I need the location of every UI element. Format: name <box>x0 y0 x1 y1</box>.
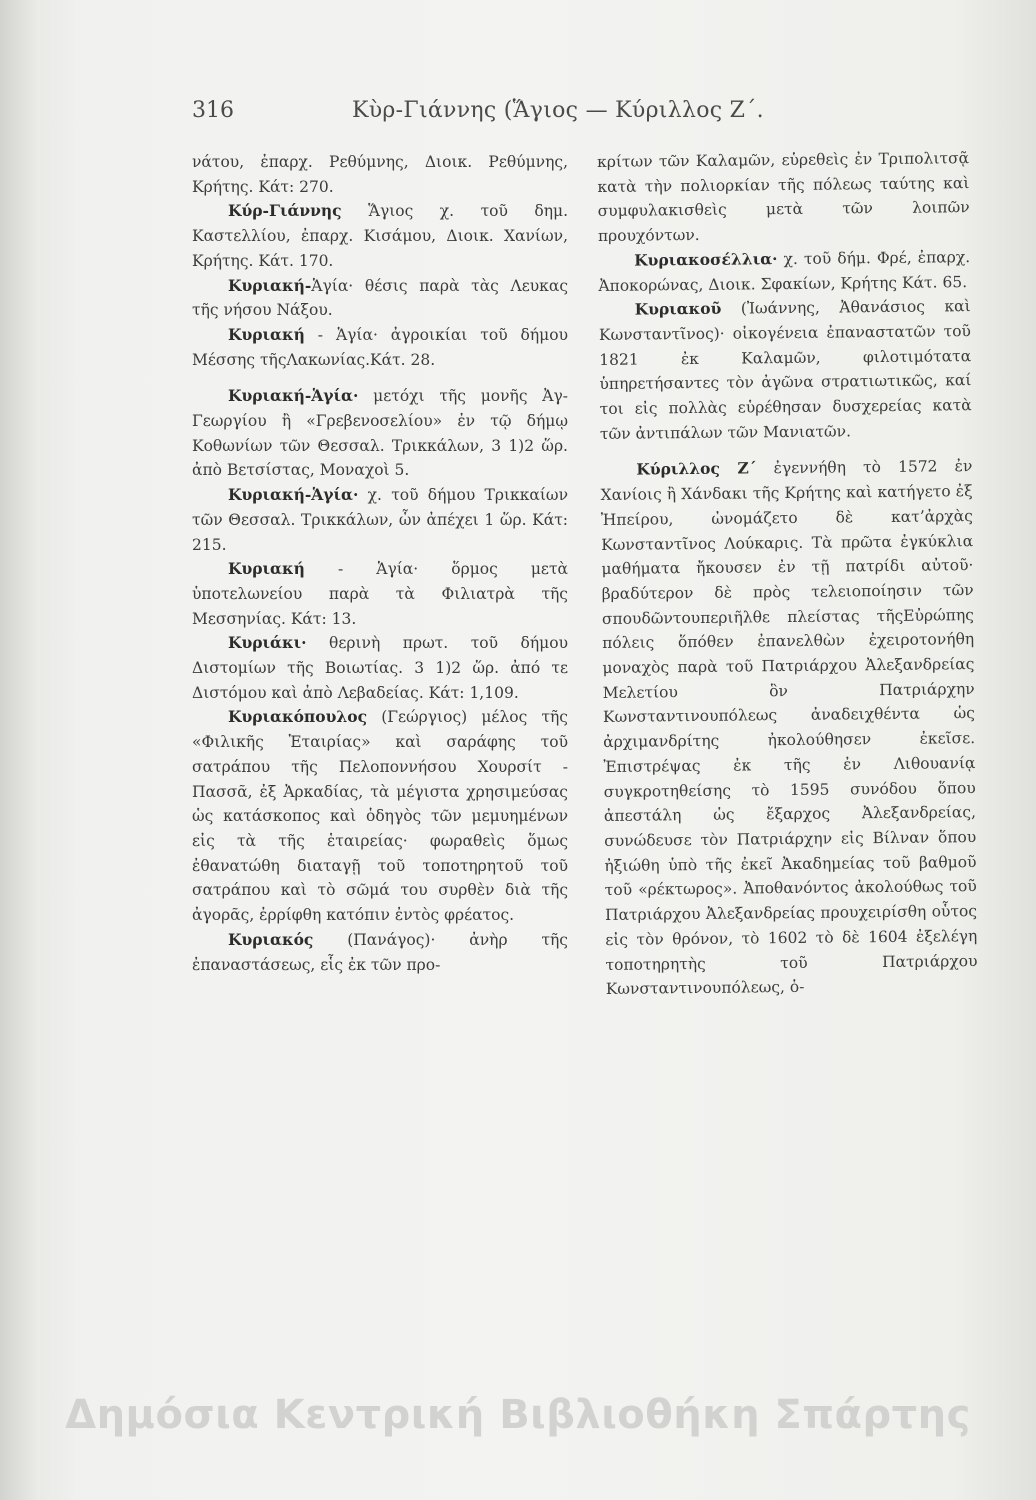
entry-lemma: Κύρ-Γιάννης <box>228 201 342 221</box>
entry-text: μετόχι τῆς μονῆς Ἀγ-Γεωργίου ἢ «Γρεβενοσελίου» ἐν τῷ δήμῳ Κοθωνίων τῶν Θεσσαλ. Τρικκάλων, 3 1)2 ὥρ. ἀπὸ Βετσίστας, Μοναχοὶ 5. <box>192 387 568 480</box>
entry-text: (Πανάγος)· ἀνὴρ τῆς ἐπαναστάσεως, εἷς ἐκ τῶν προ- <box>192 930 568 974</box>
entry <box>600 455 978 1002</box>
entry-text: χ. τοῦ δήμου Τρικκαίων τῶν Θεσσαλ. Τρικκάλων, ὧν ἀπέχει 1 ὥρ. Κάτ: 215. <box>192 486 568 554</box>
entry <box>192 631 568 705</box>
entry-lemma: Κυριακός <box>228 929 314 949</box>
running-title: Κὺρ-Γιάννης (Ἅγιος — Κύριλλος Ζ΄. <box>352 98 764 123</box>
entry <box>192 705 568 927</box>
entry <box>192 384 568 483</box>
entry-lemma: Κυριακή- <box>228 275 312 295</box>
entry-lemma: Κυριακοσέλλια· <box>634 248 778 270</box>
running-header <box>192 98 832 130</box>
entry <box>192 274 568 323</box>
entry <box>192 483 568 557</box>
entry-text: ἐγεννήθη τὸ 1572 ἐν Χανίοις ἢ Χάνδακι τῆς Κρήτης καὶ κατήγετο ἐξ Ἠπείρου, ὠνομάζετο δὲ κατ’ἀρχὰς Κωνσταντῖνος Λούκαρις. Τὰ πρῶτα ἐγκύκλια μαθήματα ἤκουσεν ἐν τῇ πατρίδι αὐτοῦ· βραδύτερον δὲ πρὸς τελειοποίησιν τῶν σπουδῶντουπεριῆλθε πλείστας τῆςΕὐρώπης πόλεις ὅπόθεν ἐπανελθὼν ἐχειροτονήθη μοναχὸς παρὰ τοῦ Πατριάρχου Ἀλεξανδρείας Μελετίου ὃν Πατριάρχην Κωνσταντινουπόλεως ἀναδειχθέντα ὡς ἀρχιμανδρίτης ἠκολούθησεν ἐκεῖσε. Ἐπιστρέψας ἐκ τῆς ἐν Λιθουανίᾳ συγκροτηθείσης τὸ 1595 συνόδου ὅπου ἀπεστάλη ὡς ἔξαρχος Ἀλεξανδρείας, συνώδευσε τὸν Πατριάρχην εἰς Βίλναν ὅπου ἠξιώθη ὑπὸ τῆς ἐκεῖ Ἀκαδημείας τοῦ βαθμοῦ τοῦ «ρέκτωρος». Ἀποθανόντος ἀκολούθως τοῦ Πατριάρχου Ἀλεξανδρείας προυχειρίσθη οὗτος εἰς τὸν θρόνον, τὸ 1602 τὸ δὲ 1604 ἐξελέγη τοποτηρητὴς τοῦ Πατριάρχου Κωνσταντινουπόλεως, ὁ- <box>600 457 978 999</box>
entry-text: Ἅγιος χ. τοῦ δημ. Καστελλίου, ἐπαρχ. Κισάμου, Διοικ. Χανίων, Κρήτης. Κάτ. 170. <box>192 202 568 270</box>
entry <box>598 245 970 298</box>
entry <box>192 150 568 199</box>
entry-text: (Ἰωάννης, Ἀθανάσιος καὶ Κωνσταντῖνος)· οἰκογένεια ἐπαναστατῶν τοῦ 1821 ἐκ Καλαμῶν, φιλοτιμότατα ὑπηρετήσαντες τὸν ἀγῶνα στρατιωτικῶς, καί τοι εἰς πολλὰς εὑρέθησαν δυσχερείας κατὰ τῶν ἀντιπάλων τῶν Μανιατῶν. <box>598 297 972 443</box>
entry-text: Ἁγία· θέσις παρὰ τὰς Λευκας τῆς νήσου Νάξου. <box>192 276 568 320</box>
entry-lemma: Κυριακόπουλος <box>228 707 368 727</box>
entry-lemma: Κυριακή <box>228 559 305 579</box>
entry <box>192 199 568 273</box>
left-column <box>192 150 568 977</box>
page-number: 316 <box>192 98 234 123</box>
entry-lemma: Κυριακή-Ἁγία· <box>228 485 359 505</box>
page-edge-shadow <box>0 0 40 1500</box>
right-column <box>597 146 978 1002</box>
entry-text: (Γεώργιος) μέλος τῆς «Φιλικῆς Ἑταιρίας» καὶ σαράφης τοῦ σατράπου τῆς Πελοποννήσου Χουρσίτ - Πασσᾶ, ἐξ Ἀρκαδίας, τὰ μέγιστα χρησιμεύσας ὡς κατάσκοπος καὶ ὁδηγὸς τῶν μεμυημένων εἰς τὰ τῆς ἑταιρείας· φωραθεὶς ὅμως ἐθανατώθη διαταγῇ τοῦ τοποτηρητοῦ τοῦ σατράπου καὶ τὸ σῶμά του συρθὲν διὰ τῆς ἀγορᾶς, ἐρρίφθη κατόπιν ἐντὸς φρέατος. <box>192 708 568 925</box>
library-watermark: Δημόσια Κεντρική Βιβλιοθήκη Σπάρτης <box>65 1392 971 1438</box>
entry-text: - Ἁγία· ἀγροικίαι τοῦ δήμου Μέσσης τῆςΛακωνίας.Κάτ. 28. <box>192 325 568 369</box>
entry <box>192 323 568 372</box>
entry-lemma: Κύριλλος Ζ΄ <box>636 458 757 480</box>
entry <box>192 928 568 977</box>
entry-lemma: Κυριακή-Ἁγία· <box>228 386 359 406</box>
entry <box>597 146 970 249</box>
entry <box>192 557 568 631</box>
entry-text: - Ἁγία· ὅρμος μετὰ ὑποτελωνείου παρὰ τὰ Φιλιατρὰ τῆς Μεσσηνίας. Κάτ: 13. <box>192 560 568 628</box>
entry-text: θερινὴ πρωτ. τοῦ δήμου Διστομίων τῆς Βοιωτίας. 3 1)2 ὥρ. ἀπό τε Διστόμου καὶ ἀπὸ Λεβαδείας. Κάτ: 1,109. <box>192 634 568 702</box>
entry-lemma: Κυριακή <box>228 324 305 344</box>
entry-lemma: Κυριάκι· <box>228 633 307 653</box>
entry-text: νάτου, ἐπαρχ. Ρεθύμνης, Διοικ. Ρεθύμνης, Κρήτης. Κάτ: 270. <box>192 153 568 196</box>
entry <box>599 294 973 446</box>
entry-text: χ. τοῦ δήμ. Φρέ, ἐπαρχ. Ἀποκορώνας, Διοικ. Σφακίων, Κρήτης Κάτ. 65. <box>598 247 971 295</box>
entry-text: κρίτων τῶν Καλαμῶν, εὑρεθεὶς ἐν Τριπολιτσᾷ κατὰ τὴν πολιορκίαν τῆς πόλεως ταύτης καὶ συμφυλακισθεὶς μετὰ τῶν λοιπῶν προυχόντων. <box>597 149 970 246</box>
entry-lemma: Κυριακοῦ <box>634 298 722 319</box>
